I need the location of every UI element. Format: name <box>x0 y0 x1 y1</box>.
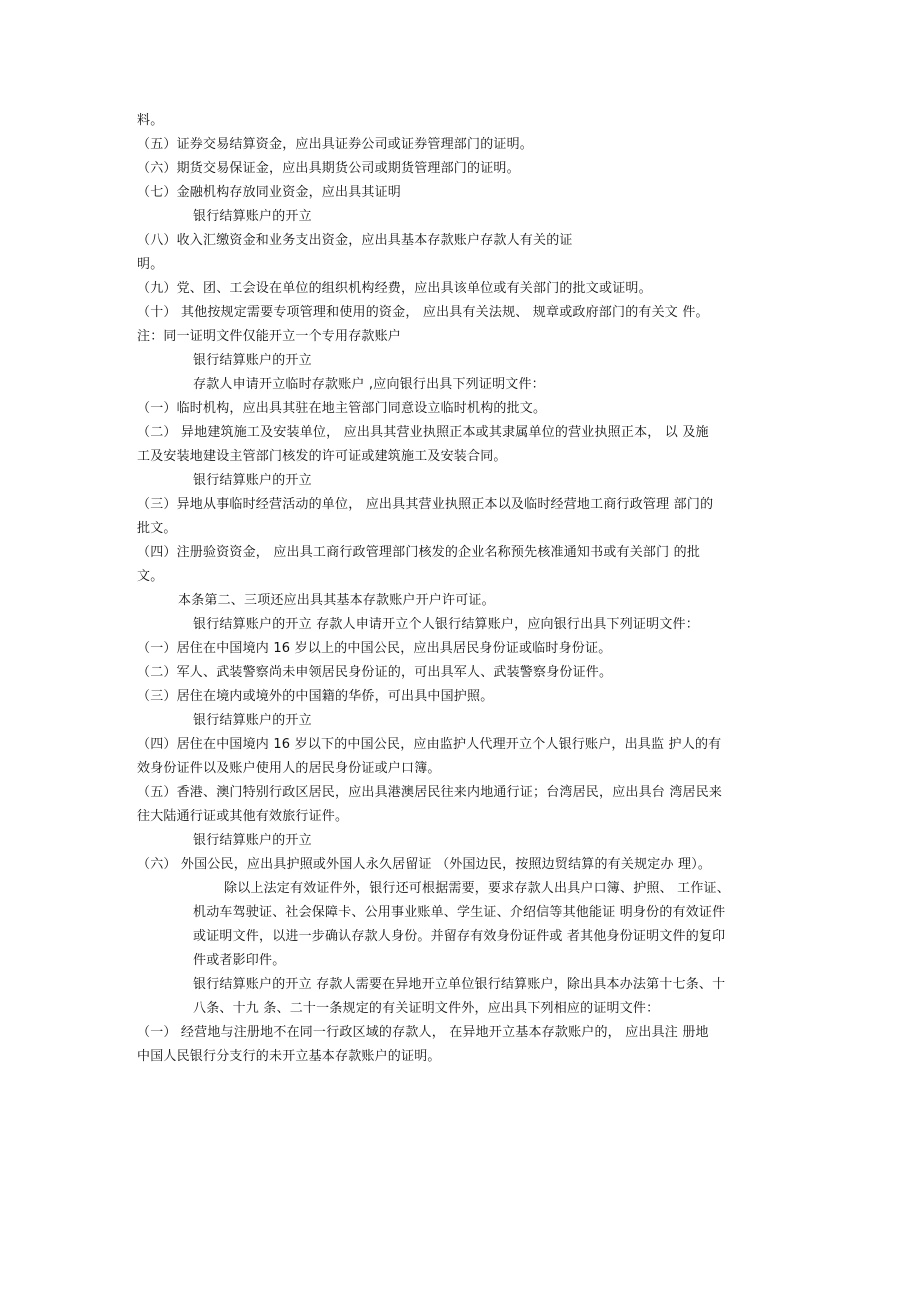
text-line: 件或者影印件。 <box>193 953 286 968</box>
section-heading: 银行结算账户的开立 <box>193 833 312 848</box>
text-line: 料。 <box>137 113 164 128</box>
text-line: 中国人民银行分支行的未开立基本存款账户的证明。 <box>137 1049 441 1064</box>
text-line: 机动车驾驶证、社会保障卡、公用事业账单、学生证、介绍信等其他能证 明身份的有效证件 <box>193 905 726 920</box>
text-line: （二）军人、武装警察尚未申领居民身份证的，可出具军人、武装警察身份证件。 <box>137 665 613 680</box>
section-heading: 银行结算账户的开立 <box>193 353 312 368</box>
text-line: （四）居住在中国境内 16 岁以下的中国公民，应由监护人代理开立个人银行账户，出具监 护人的有 <box>137 737 722 752</box>
text-line: （四）注册验资资金， 应出具工商行政管理部门核发的企业名称预先核准通知书或有关部门 的批 <box>137 545 701 560</box>
text-line: 往大陆通行证或其他有效旅行证件。 <box>137 809 349 824</box>
text-line: （九）党、团、工会设在单位的组织机构经费，应出具该单位或有关部门的批文或证明。 <box>137 281 652 296</box>
text-line: 明。 <box>137 257 164 272</box>
text-line: 效身份证件以及账户使用人的居民身份证或户口簿。 <box>137 761 441 776</box>
text-line: 除以上法定有效证件外，银行还可根据需要，要求存款人出具户口簿、护照、 工作证、 <box>224 881 730 896</box>
text-line: （一）居住在中国境内 16 岁以上的中国公民，应出具居民身份证或临时身份证。 <box>137 641 612 656</box>
text-line: 八条、十九 条、二十一条规定的有关证明文件外，应出具下列相应的证明文件： <box>193 1001 660 1016</box>
section-heading: 银行结算账户的开立 <box>193 209 312 224</box>
text-line: （六）期货交易保证金，应出具期货公司或期货管理部门的证明。 <box>137 161 520 176</box>
note-line: 注：同一证明文件仅能开立一个专用存款账户 <box>137 329 402 344</box>
section-heading: 银行结算账户的开立 存款人申请开立个人银行结算账户，应向银行出具下列证明文件： <box>193 617 699 632</box>
section-heading: 银行结算账户的开立 <box>193 473 312 488</box>
text-line: （三）居住在境内或境外的中国籍的华侨，可出具中国护照。 <box>137 689 494 704</box>
section-heading: 银行结算账户的开立 存款人需要在异地开立单位银行结算账户，除出具本办法第十七条、十 <box>193 977 726 992</box>
text-line: （五）香港、澳门特别行政区居民，应出具港澳居民往来内地通行证；台湾居民，应出具台 湾居民来 <box>137 785 723 800</box>
text-line: 批文。 <box>137 521 177 536</box>
text-line: （十） 其他按规定需要专项管理和使用的资金， 应出具有关法规、 规章或政府部门的有关文 件。 <box>137 305 709 320</box>
text-line: （一）临时机构，应出具其驻在地主管部门同意设立临时机构的批文。 <box>137 401 547 416</box>
text-line: 存款人申请开立临时存款账户 ,应向银行出具下列证明文件： <box>193 377 545 392</box>
text-line: 本条第二、三项还应出具其基本存款账户开户许可证。 <box>178 593 495 608</box>
text-line: （八）收入汇缴资金和业务支出资金，应出具基本存款账户存款人有关的证 <box>137 233 573 248</box>
text-line: （五）证券交易结算资金，应出具证券公司或证券管理部门的证明。 <box>137 137 534 152</box>
text-line: （一） 经营地与注册地不在同一行政区域的存款人， 在异地开立基本存款账户的， 应出具注 册地 <box>137 1025 709 1040</box>
text-line: 工及安装地建设主管部门核发的许可证或建筑施工及安装合同。 <box>137 449 507 464</box>
text-line: （七）金融机构存放同业资金，应出具其证明 <box>137 185 402 200</box>
text-line: 文。 <box>137 569 164 584</box>
text-line: 或证明文件，以进一步确认存款人身份。并留存有效身份证件或 者其他身份证明文件的复印 <box>193 929 726 944</box>
text-line: （六） 外国公民，应出具护照或外国人永久居留证 （外国边民，按照边贸结算的有关规定办 理）。 <box>137 857 712 872</box>
section-heading: 银行结算账户的开立 <box>193 713 312 728</box>
text-line: （三）异地从事临时经营活动的单位， 应出具其营业执照正本以及临时经营地工商行政管理 部门的 <box>137 497 714 512</box>
text-line: （二） 异地建筑施工及安装单位， 应出具其营业执照正本或其隶属单位的营业执照正本， 以 及施 <box>137 425 709 440</box>
